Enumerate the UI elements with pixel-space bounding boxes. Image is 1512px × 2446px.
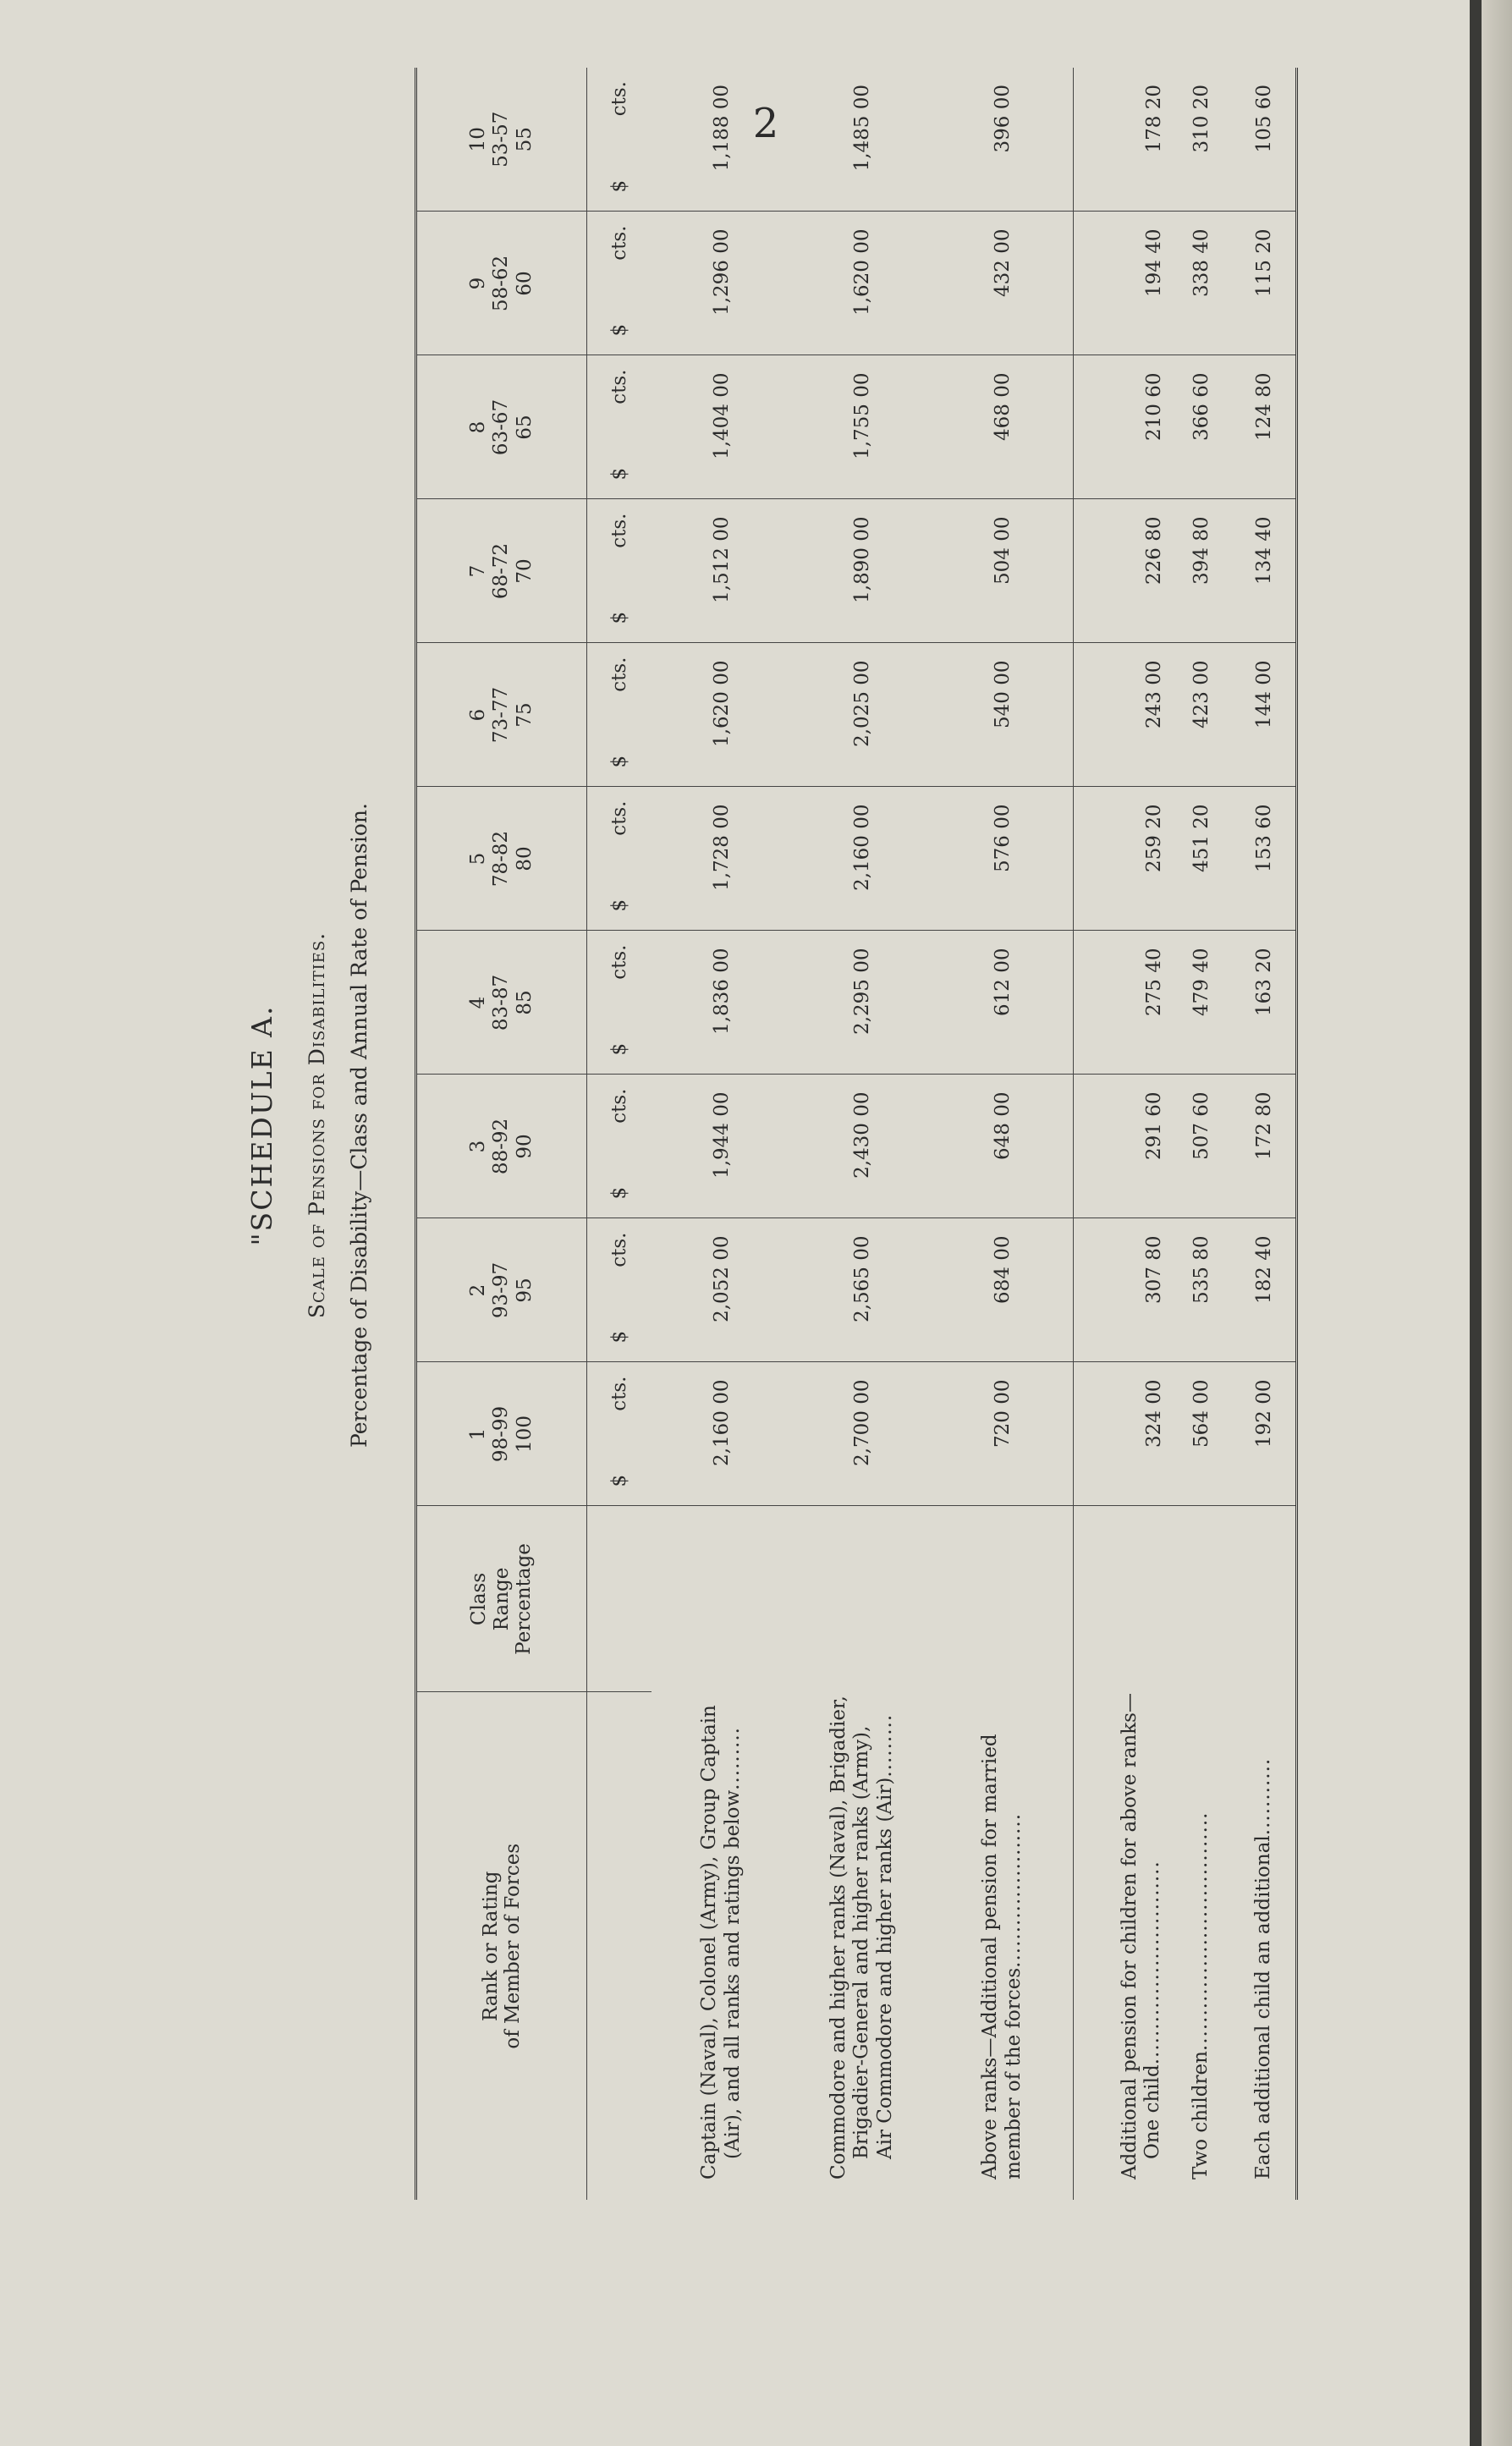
row-label-line1: Each additional child an additional xyxy=(1252,1835,1275,2179)
column-range: 88-92 xyxy=(490,1118,513,1175)
table-row xyxy=(932,68,1074,2200)
column-range: 73-77 xyxy=(490,686,513,744)
column-class: 5 xyxy=(466,852,489,866)
column-percentage: 90 xyxy=(513,1134,536,1159)
unit-dollar: $ xyxy=(608,1474,630,1487)
table-cell: 324 00 xyxy=(1074,1362,1171,1506)
table-cell: 564 00 xyxy=(1170,1362,1233,1506)
column-range: 63-67 xyxy=(490,399,513,456)
unit-dollar: $ xyxy=(608,755,630,768)
table-cell: 648 00 xyxy=(932,1075,1074,1218)
table-cell: 178 20 xyxy=(1143,85,1165,153)
table-row xyxy=(792,68,932,2200)
table-cell: 1,890 00 xyxy=(792,499,932,643)
column-range: 83-87 xyxy=(490,974,513,1031)
table-cell: 394 80 xyxy=(1170,499,1233,643)
units-cell xyxy=(587,643,652,787)
table-cell: 720 00 xyxy=(932,1362,1074,1506)
row-label: Commodore and higher ranks (Naval), Brigadier, Brigadier-General and higher ranks (Army), Air Commodore and higher ranks (Air)......... xyxy=(792,1506,932,2200)
column-class: 7 xyxy=(466,564,489,578)
row-label-line1: Captain (Naval), Colonel (Army), Group Captain xyxy=(698,1705,721,2179)
table-cell: 2,160 00 xyxy=(792,787,932,931)
table-cell: 124 80 xyxy=(1233,355,1297,499)
header-class-label xyxy=(416,1506,587,1692)
column-class: 3 xyxy=(466,1140,489,1153)
table-cell: 2,025 00 xyxy=(792,643,932,787)
table-row xyxy=(652,68,792,2200)
column-class: 2 xyxy=(466,1283,489,1297)
units-cell xyxy=(587,931,652,1075)
binding-spine xyxy=(1470,0,1482,2446)
column-range: 98-99 xyxy=(490,1405,513,1463)
table-cell: 479 40 xyxy=(1170,931,1233,1075)
table-cell: 1,836 00 xyxy=(652,931,792,1075)
units-cell xyxy=(587,499,652,643)
table-cell: 612 00 xyxy=(932,931,1074,1075)
units-cell xyxy=(587,68,652,212)
unit-dollar: $ xyxy=(608,179,630,193)
table-cell: 535 80 xyxy=(1170,1218,1233,1362)
units-blank-class xyxy=(587,1506,652,1692)
table-cell: 2,430 00 xyxy=(792,1075,932,1218)
column-range: 68-72 xyxy=(490,542,513,600)
row-label-line1: Commodore and higher ranks (Naval), Brigadier, xyxy=(827,1696,849,2179)
table-cell: 366 60 xyxy=(1170,355,1233,499)
header-class-line3: Percentage xyxy=(513,1543,536,1655)
row-label: Each additional child an additional........... xyxy=(1233,1506,1297,2200)
table-cell: 2,700 00 xyxy=(792,1362,932,1506)
unit-dollar: $ xyxy=(608,1330,630,1344)
table-cell: 226 80 xyxy=(1074,499,1171,643)
table-row xyxy=(1233,68,1297,2200)
column-header xyxy=(416,355,587,499)
table-cell: 1,512 00 xyxy=(652,499,792,643)
column-class: 1 xyxy=(466,1427,489,1441)
column-percentage: 55 xyxy=(513,127,536,152)
table-cell: 194 40 xyxy=(1074,212,1171,355)
row-label-line3: Air Commodore and higher ranks (Air) xyxy=(873,1777,896,2159)
table-cell: 144 00 xyxy=(1233,643,1297,787)
unit-cents: cts. xyxy=(608,800,630,836)
units-cell xyxy=(587,355,652,499)
header-row xyxy=(416,68,587,2200)
schedule-subtitle: Scale of Pensions for Disabilities. xyxy=(305,932,329,1319)
row-label-line2: (Air), and all ranks and ratings below xyxy=(722,1789,744,2159)
column-percentage: 95 xyxy=(513,1278,536,1303)
column-header xyxy=(416,499,587,643)
unit-cents: cts. xyxy=(608,225,630,261)
table-cell: 182 40 xyxy=(1233,1218,1297,1362)
unit-dollar: $ xyxy=(608,1186,630,1200)
table-cell: 291 60 xyxy=(1074,1075,1171,1218)
row-label-line2: member of the forces xyxy=(1003,1967,1025,2179)
header-rank-line1: Rank or Rating xyxy=(479,1871,502,2021)
table-cell: 338 40 xyxy=(1170,212,1233,355)
table-cell: 1,620 00 xyxy=(792,212,932,355)
column-percentage: 80 xyxy=(513,846,536,871)
unit-cents: cts. xyxy=(608,513,630,548)
column-header xyxy=(416,643,587,787)
table-cell: 172 80 xyxy=(1233,1075,1297,1218)
units-cell xyxy=(587,1362,652,1506)
pension-scale-table xyxy=(415,68,1298,2200)
units-cell xyxy=(587,1218,652,1362)
table-cell: 1,404 00 xyxy=(652,355,792,499)
column-percentage: 60 xyxy=(513,271,536,296)
unit-cents: cts. xyxy=(608,81,630,117)
unit-cents: cts. xyxy=(608,1232,630,1267)
unit-dollar: $ xyxy=(608,1042,630,1056)
schedule-title: "SCHEDULE A. xyxy=(245,1004,278,1246)
unit-dollar: $ xyxy=(608,323,630,337)
table-cell: 1,485 00 xyxy=(851,85,873,172)
table-cell: 507 60 xyxy=(1170,1075,1233,1218)
table-cell: 210 60 xyxy=(1074,355,1171,499)
header-class-line2: Range xyxy=(490,1567,513,1631)
table-cell: 275 40 xyxy=(1074,931,1171,1075)
column-header xyxy=(416,68,587,212)
table-cell: 134 40 xyxy=(1233,499,1297,643)
row-label: Two children.................................. xyxy=(1170,1506,1233,2200)
unit-cents: cts. xyxy=(608,1376,630,1411)
row-label: Additional pension for children for above ranks— One child............................. xyxy=(1074,1506,1171,2200)
table-cell: 451 20 xyxy=(1170,787,1233,931)
units-cell xyxy=(587,212,652,355)
table-cell: 192 00 xyxy=(1233,1362,1297,1506)
units-cell xyxy=(587,787,652,931)
table-cell: 2,565 00 xyxy=(792,1218,932,1362)
column-range: 53-57 xyxy=(490,111,513,168)
table-cell: 310 20 xyxy=(1190,85,1212,153)
table-cell: 1,620 00 xyxy=(652,643,792,787)
table-cell: 1,296 00 xyxy=(652,212,792,355)
table-cell: 259 20 xyxy=(1074,787,1171,931)
column-percentage: 100 xyxy=(513,1415,536,1453)
column-class: 8 xyxy=(466,420,489,434)
unit-dollar: $ xyxy=(608,899,630,912)
column-class: 4 xyxy=(466,996,489,1009)
column-range: 93-97 xyxy=(490,1261,513,1319)
header-rank-label xyxy=(416,1692,587,2200)
table-cell: 153 60 xyxy=(1233,787,1297,931)
column-class: 10 xyxy=(466,127,489,152)
rotated-schedule xyxy=(220,51,1455,2200)
table-cell: 243 00 xyxy=(1074,643,1171,787)
unit-cents: cts. xyxy=(608,944,630,980)
schedule-caption: Percentage of Disability—Class and Annual Rate of Pension. xyxy=(347,803,371,1448)
table-cell: 576 00 xyxy=(932,787,1074,931)
header-rank-line2: of Member of Forces xyxy=(502,1843,524,2049)
table-cell: 163 20 xyxy=(1233,931,1297,1075)
unit-cents: cts. xyxy=(608,369,630,404)
header-class-line1: Class xyxy=(468,1572,491,1626)
column-percentage: 85 xyxy=(513,990,536,1015)
column-header xyxy=(416,212,587,355)
row-label-line2: Brigadier-General and higher ranks (Army), xyxy=(850,1725,873,2159)
table-cell: 1,188 00 xyxy=(711,85,733,172)
row-label: Captain (Naval), Colonel (Army), Group Captain (Air), and all ranks and ratings below......... xyxy=(652,1506,792,2200)
table-cell: 105 60 xyxy=(1253,85,1275,153)
column-class: 6 xyxy=(466,708,489,722)
paper-edge xyxy=(1478,0,1512,2446)
row-label: Above ranks—Additional pension for married member of the forces...................... xyxy=(932,1506,1074,2200)
table-row xyxy=(1170,68,1233,2200)
table-cell: 684 00 xyxy=(932,1218,1074,1362)
row-label-line1: Two children xyxy=(1190,2051,1212,2179)
column-header xyxy=(416,931,587,1075)
table-cell: 307 80 xyxy=(1074,1218,1171,1362)
units-row xyxy=(587,68,652,2200)
table-cell: 396 00 xyxy=(932,68,1074,212)
table-cell: 2,052 00 xyxy=(652,1218,792,1362)
column-percentage: 70 xyxy=(513,558,536,584)
table-cell: 540 00 xyxy=(932,643,1074,787)
row-label-line1: Above ranks—Additional pension for married xyxy=(979,1734,1002,2179)
table-cell: 1,944 00 xyxy=(652,1075,792,1218)
row-label-line2: One child xyxy=(1141,2064,1164,2159)
row-label-line1: Additional pension for children for above ranks— xyxy=(1118,1693,1141,2179)
table-row xyxy=(1074,68,1171,2200)
table-cell: 1,755 00 xyxy=(792,355,932,499)
unit-cents: cts. xyxy=(608,657,630,692)
column-percentage: 65 xyxy=(513,415,536,440)
column-header xyxy=(416,1075,587,1218)
units-blank-label xyxy=(587,1692,652,2200)
table-cell: 2,160 00 xyxy=(652,1362,792,1506)
table-cell: 432 00 xyxy=(932,212,1074,355)
column-range: 58-62 xyxy=(490,255,513,312)
table-cell: 2,295 00 xyxy=(792,931,932,1075)
unit-dollar: $ xyxy=(608,611,630,624)
column-range: 78-82 xyxy=(490,830,513,888)
table-cell: 115 20 xyxy=(1233,212,1297,355)
table-cell: 504 00 xyxy=(932,499,1074,643)
unit-cents: cts. xyxy=(608,1088,630,1124)
column-header xyxy=(416,1362,587,1506)
units-cell xyxy=(587,1075,652,1218)
column-header xyxy=(416,787,587,931)
table-cell: 468 00 xyxy=(932,355,1074,499)
unit-dollar: $ xyxy=(608,467,630,481)
table-cell: 1,728 00 xyxy=(652,787,792,931)
table-cell: 423 00 xyxy=(1170,643,1233,787)
column-header xyxy=(416,1218,587,1362)
column-percentage: 75 xyxy=(513,702,536,728)
page-number: 2 xyxy=(752,100,779,147)
column-class: 9 xyxy=(466,277,489,290)
